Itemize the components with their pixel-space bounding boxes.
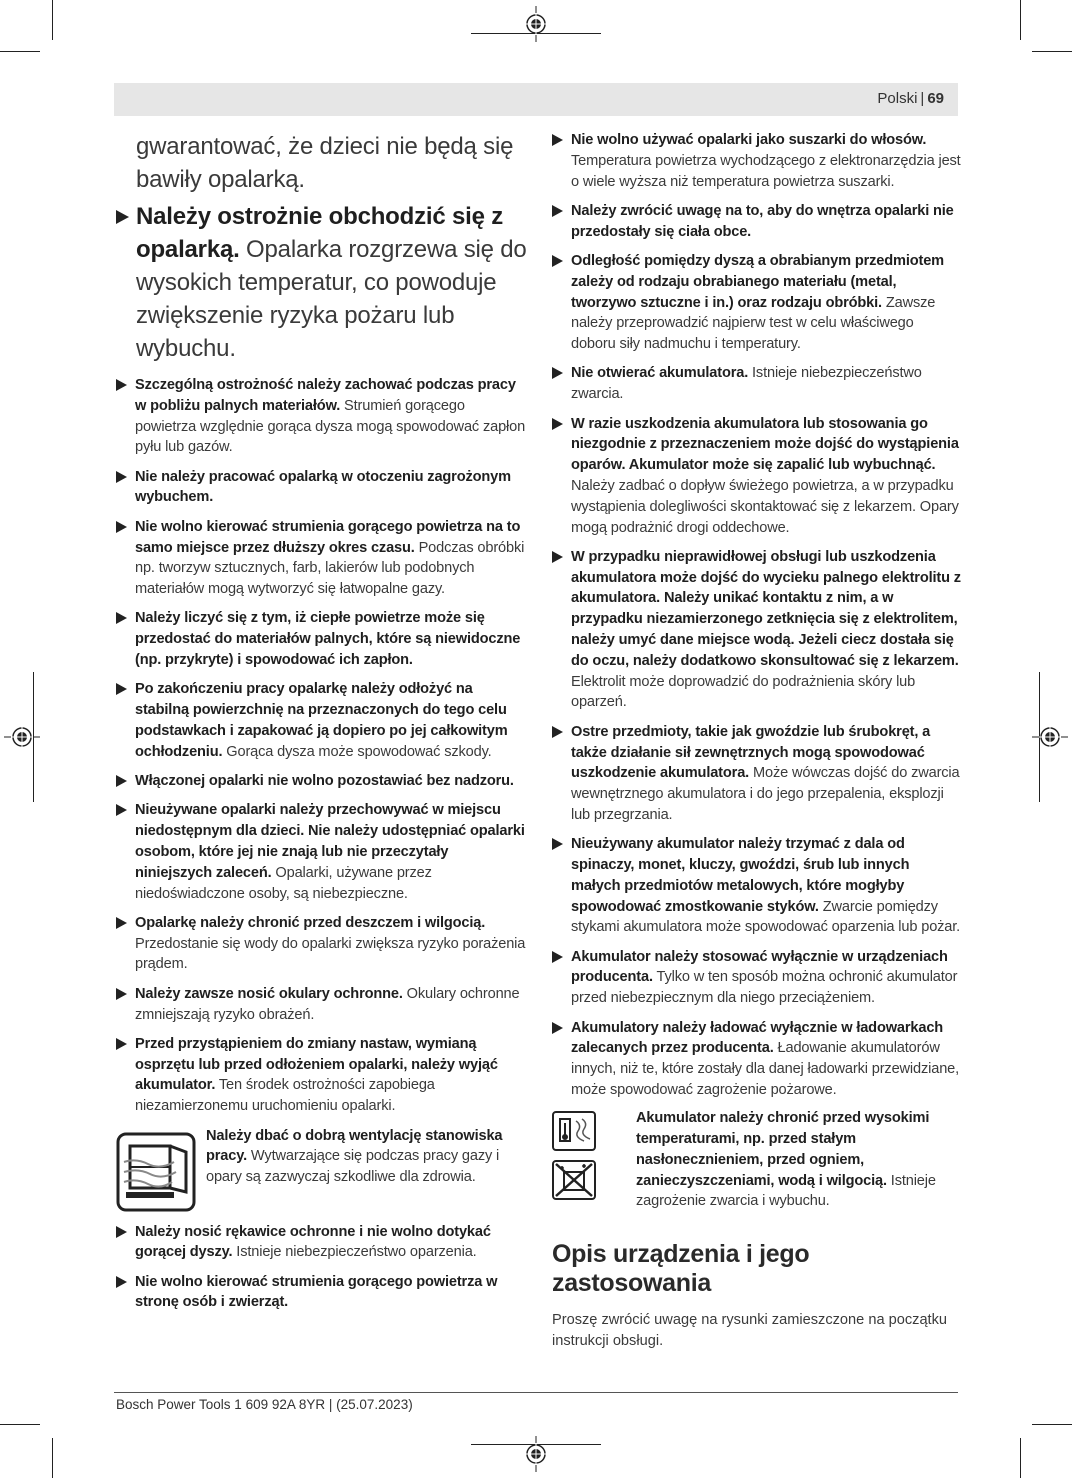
bullet-arrow-icon — [116, 988, 127, 1000]
bullet-arrow-icon — [116, 1226, 127, 1238]
left-column — [116, 130, 528, 1322]
bullet-arrow-icon — [552, 418, 563, 430]
bullet-arrow-icon — [552, 951, 563, 963]
safety-item: Opalarkę należy chronić przed deszczem i wilgocią. Przedostanie się wody do opalarki zwiększa ryzyko porażenia prądem. — [116, 913, 528, 975]
registration-mark-icon — [522, 1436, 550, 1472]
ventilation-icon — [116, 1132, 196, 1212]
battery-icons — [552, 1111, 600, 1212]
continuation-text: gwarantować, że dzieci nie będą się bawiły opalarką. — [136, 133, 514, 193]
registration-mark-icon — [522, 6, 550, 42]
crop-mark — [0, 51, 40, 52]
safety-item: Nie należy pracować opalarką w otoczeniu zagrożonym wybuchem. — [116, 467, 528, 509]
safety-item: W razie uszkodzenia akumulatora lub stosowania go niezgodnie z przeznaczeniem może dojść do wystąpienia oparów. Akumulator może się zapalić lub wybuchnąć. Należy zadbać o dopływ świeżego powietrza, a w przypadku wystąpienia dolegliwości skontaktować się z lekarzem. Opary mogą podrażnić drogi oddechowe. — [552, 414, 962, 539]
safety-item: Nie wolno używać opalarki jako suszarki do włosów. Temperatura powietrza wychodzącego z elektronarzędzia jest o wiele wyższa niż temperatura powietrza suszarki. — [552, 130, 962, 192]
safety-item: Nie wolno kierować strumienia gorącego powietrza na to samo miejsce przez dłuższy okres czasu. Podczas obróbki np. tworzyw sztucznych, farb, lakierów lub podobnych materiałów mogą wytworzyć się łatwopalne gazy. — [116, 517, 528, 600]
crop-mark — [52, 0, 53, 40]
bullet-arrow-icon — [552, 551, 563, 563]
crop-mark — [1020, 1438, 1021, 1478]
bullet-arrow-icon — [552, 255, 563, 267]
crop-mark — [0, 1424, 40, 1425]
registration-mark-icon — [1032, 723, 1068, 751]
battery-temperature-icon — [552, 1111, 596, 1151]
safety-item: Szczególną ostrożność należy zachować podczas pracy w pobliżu palnych materiałów. Strumień gorącego powietrza względnie gorąca dysza mogą spowodować zapłon pyłu lub gazów. — [116, 375, 528, 458]
safety-item: Nie otwierać akumulatora. Istnieje niebezpieczeństwo zwarcia. — [552, 363, 962, 405]
right-column — [552, 130, 962, 1352]
safety-item: Akumulator należy stosować wyłącznie w urządzeniach producenta. Tylko w ten sposób można ochronić akumulator przed niebezpiecznym dla niego przeciążeniem. — [552, 947, 962, 1009]
bullet-arrow-icon — [116, 471, 127, 483]
bullet-arrow-icon — [116, 1276, 127, 1288]
page-header — [114, 83, 958, 116]
crop-mark — [1020, 0, 1021, 40]
header-label: Polski | 69 — [877, 90, 944, 107]
bullet-arrow-icon — [116, 210, 129, 224]
section-title: Opis urządzenia i jego zastosowania — [552, 1240, 810, 1298]
registration-mark-icon — [4, 723, 40, 751]
bullet-arrow-icon — [552, 1022, 563, 1034]
safety-item: Włączonej opalarki nie wolno pozostawiać bez nadzoru. — [116, 771, 528, 792]
bullet-arrow-icon — [116, 917, 127, 929]
bullet-arrow-icon — [116, 1038, 127, 1050]
page-number: 69 — [927, 90, 944, 107]
bullet-arrow-icon — [116, 683, 127, 695]
footer-text: Bosch Power Tools 1 609 92A 8YR | (25.07.2023) — [116, 1397, 413, 1412]
section-body: Proszę zwrócić uwagę na rysunki zamieszczone na początku instrukcji obsługi. — [552, 1312, 948, 1350]
safety-item: Należy ostrożnie obchodzić się z opalarką. Opalarka rozgrzewa się do wysokich temperatur, co powoduje zwiększenie ryzyka pożaru lub wybuchu. — [116, 200, 528, 365]
no-water-icon — [552, 1160, 596, 1200]
safety-item: Nieużywane opalarki należy przechowywać w miejscu niedostępnym dla dzieci. Nie należy udostępniać opalarki osobom, które jej nie znają lub nie przeczytały niniejszych zaleceń. Opalarki, używane przez niedoświadczone osoby, są niebezpieczne. — [116, 800, 528, 904]
bullet-arrow-icon — [552, 367, 563, 379]
bullet-arrow-icon — [116, 775, 127, 787]
ventilation-warning: Należy dbać o dobrą wentylację stanowiska pracy. Wytwarzające się podczas pracy gazy i opary są zazwyczaj szkodliwe dla zdrowia. — [116, 1126, 528, 1212]
safety-item: Należy liczyć się z tym, iż ciepłe powietrze może się przedostać do materiałów palnych, które są niewidoczne (np. przykryte) i spowodować ich zapłon. — [116, 608, 528, 670]
bullet-arrow-icon — [552, 134, 563, 146]
safety-item: Nieużywany akumulator należy trzymać z dala od spinaczy, monet, kluczy, gwoździ, śrub lub innych małych przedmiotów metalowych, które mogłyby spowodować zmostkowanie styków. Zwarcie pomiędzy stykami akumulatora może spowodować oparzenia lub pożar. — [552, 834, 962, 938]
safety-item: Ostre przedmioty, takie jak gwoździe lub śrubokręt, a także działanie sił zewnętrznych mogą spowodować uszkodzenie akumulatora. Może wówczas dojść do zwarcia wewnętrznego akumulatora i do jego przepalenia, eksplozji lub przegrzania. — [552, 722, 962, 826]
bullet-arrow-icon — [116, 521, 127, 533]
safety-item: Nie wolno kierować strumienia gorącego powietrza w stronę osób i zwierząt. — [116, 1272, 528, 1314]
footer-rule — [114, 1392, 958, 1393]
crop-mark — [1032, 51, 1072, 52]
safety-item: Przed przystąpieniem do zmiany nastaw, wymianą osprzętu lub przed odłożeniem opalarki, należy wyjąć akumulator. Ten środek ostrożności zapobiega niezamierzonemu uruchomieniu opalarki. — [116, 1034, 528, 1117]
crop-mark — [52, 1438, 53, 1478]
battery-temperature-warning: Akumulator należy chronić przed wysokimi temperaturami, np. przed stałym nasłonecznieniem, przed ogniem, zanieczyszczeniami, wodą i wilgocią. Istnieje zagrożenie zwarcia i wybuchu. — [552, 1109, 962, 1212]
bullet-arrow-icon — [552, 726, 563, 738]
crop-mark — [1032, 1424, 1072, 1425]
bullet-arrow-icon — [116, 612, 127, 624]
safety-item: Odległość pomiędzy dyszą a obrabianym przedmiotem zależy od rodzaju obrabianego materiału (metal, tworzywo sztuczne i in.) oraz rodzaju obróbki. Zawsze należy przeprowadzić najpierw test w celu właściwego doboru siły nadmuchu i temperatury. — [552, 251, 962, 355]
safety-item: Należy zwrócić uwagę na to, aby do wnętrza opalarki nie przedostały się ciała obce. — [552, 201, 962, 243]
bullet-arrow-icon — [116, 804, 127, 816]
bullet-arrow-icon — [552, 205, 563, 217]
safety-item: Po zakończeniu pracy opalarkę należy odłożyć na stabilną powierzchnię na przeznaczonych do tego celu podstawkach i zapakować ją dopiero po jej całkowitym ochłodzeniu. Gorąca dysza może spowodować szkody. — [116, 679, 528, 762]
safety-item: Akumulatory należy ładować wyłącznie w ładowarkach zalecanych przez producenta. Ładowanie akumulatorów innych, niż te, które zostały dla danej ładowarki przewidziane, może spowodować zagrożenie pożarowe. — [552, 1018, 962, 1101]
safety-item: Należy zawsze nosić okulary ochronne. Okulary ochronne zmniejszają ryzyko obrażeń. — [116, 984, 528, 1026]
safety-item: Należy nosić rękawice ochronne i nie wolno dotykać gorącej dyszy. Istnieje niebezpieczeństwo oparzenia. — [116, 1222, 528, 1264]
header-language: Polski — [877, 90, 918, 107]
bullet-arrow-icon — [116, 379, 127, 391]
bullet-arrow-icon — [552, 838, 563, 850]
safety-item: W przypadku nieprawidłowej obsługi lub uszkodzenia akumulatora może dojść do wycieku palnego elektrolitu z akumulatora. Należy unikać kontaktu z nim, a w przypadku niezamierzonego zetknięcia się z elektrolitem, należy umyć dane miejsce wodą. Jeżeli ciecz dostała się do oczu, należy dodatkowo skonsultować się z lekarzem. Elektrolit może doprowadzić do podrażnienia skóry lub oparzeń. — [552, 547, 962, 713]
